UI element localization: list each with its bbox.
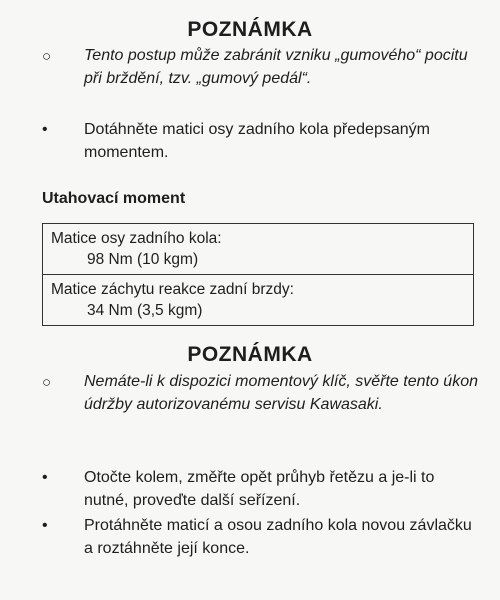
torque-section-title: Utahovací moment <box>42 190 186 207</box>
step-item-3 <box>42 514 478 560</box>
step-text-2: Otočte kolem, změřte opět průhyb řetězu a je-li to nutné, proveďte další seřízení. <box>84 469 435 509</box>
note-heading-2: POZNÁMKA <box>187 343 313 366</box>
dot-bullet-icon: • <box>42 469 48 486</box>
dot-bullet-icon: • <box>42 121 48 138</box>
step-text-3: Protáhněte maticí a osou zadního kola novou závlačku a roztáhněte její konce. <box>84 517 472 557</box>
note-heading-1: POZNÁMKA <box>187 18 313 41</box>
step-text-1: Dotáhněte matici osy zadního kola předepsaným momentem. <box>84 121 430 161</box>
dot-bullet-icon: • <box>42 517 48 534</box>
torque-row <box>43 274 473 325</box>
step-item-2 <box>42 466 478 512</box>
torque-label: Matice záchytu reakce zadní brzdy: <box>51 281 294 298</box>
circle-bullet-icon: ○ <box>42 374 52 391</box>
note-text-2: Nemáte-li k dispozici momentový klíč, svěřte tento úkon údržby autorizovanému servisu Kawasaki. <box>84 373 478 413</box>
note-item-1 <box>42 44 478 90</box>
torque-row <box>43 224 473 274</box>
step-item-1 <box>42 118 478 164</box>
note-item-2 <box>42 370 478 416</box>
torque-label: Matice osy zadního kola: <box>51 230 222 247</box>
torque-value: 34 Nm (3,5 kgm) <box>87 302 203 319</box>
torque-table <box>42 223 474 326</box>
note-text-1: Tento postup může zabránit vzniku „gumového“ pocitu při brždění, tzv. „gumový pedál“. <box>84 47 468 87</box>
torque-value: 98 Nm (10 kgm) <box>87 251 199 268</box>
circle-bullet-icon: ○ <box>42 48 52 65</box>
